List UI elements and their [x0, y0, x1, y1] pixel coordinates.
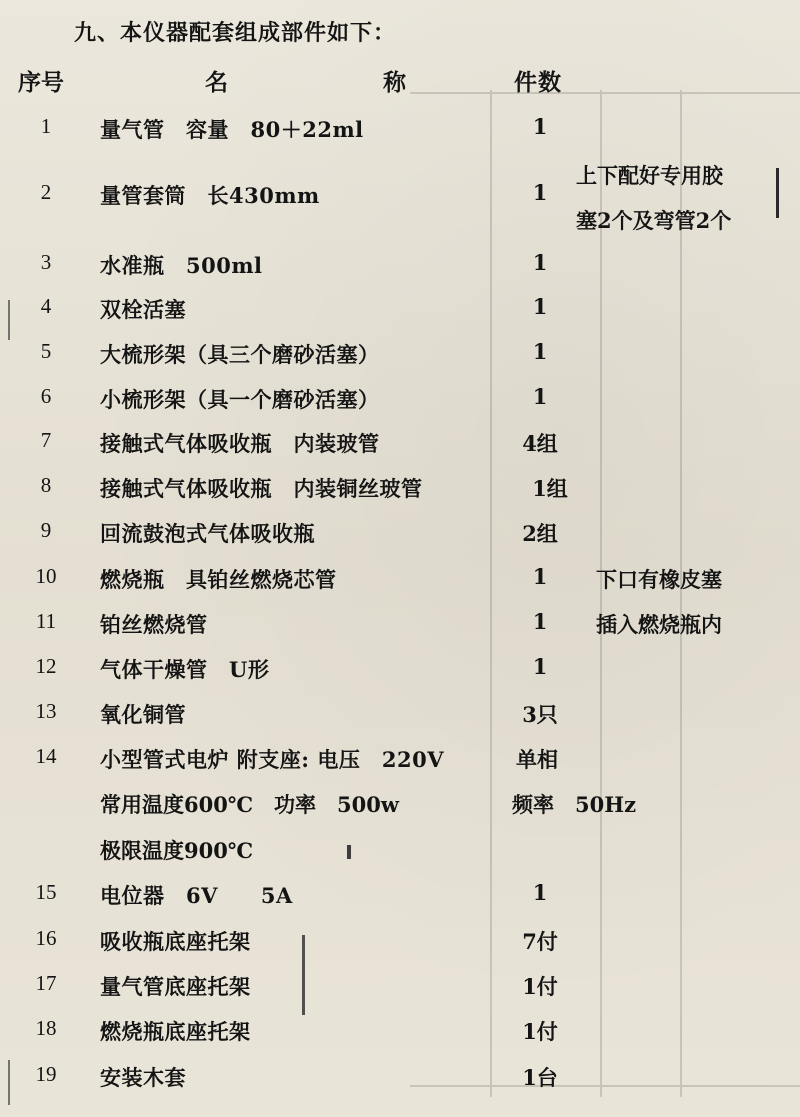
item-qty: 1台: [522, 1065, 558, 1090]
list-item: [0, 1016, 800, 1060]
item-name: 量气管底座托架: [100, 974, 251, 999]
item-name: 燃烧瓶 具铂丝燃烧芯管: [100, 567, 337, 592]
item-seq: 16: [35, 926, 57, 950]
item-qty: 3只: [522, 702, 558, 727]
ink-mark: [776, 168, 779, 218]
item-seq: 14: [35, 744, 57, 768]
item-qty: 4组: [522, 431, 558, 456]
item-qty: 1: [532, 250, 548, 275]
item-name: 量管套筒 长430mm: [100, 183, 320, 208]
list-item: [0, 1062, 800, 1106]
item-qty: 1: [532, 654, 548, 679]
note-item-2-line-2: 塞2个及弯管2个: [576, 208, 732, 233]
list-item: [0, 654, 800, 698]
list-item: [0, 339, 800, 383]
item-qty: 1付: [522, 1019, 558, 1044]
item-seq: 13: [35, 699, 57, 723]
item-name: 小型管式电炉 附支座: 电压 220V: [100, 747, 445, 772]
item-seq: 2: [40, 180, 52, 204]
list-item: [0, 428, 800, 472]
item-seq: 6: [40, 384, 52, 408]
item-name: 回流鼓泡式气体吸收瓶: [100, 521, 315, 546]
list-item: [0, 880, 800, 924]
list-item: [0, 250, 800, 294]
list-item: [0, 473, 800, 517]
item-seq: 12: [35, 654, 57, 678]
item-extra: 单相: [516, 747, 558, 772]
item-name: 电位器 6V 5A: [100, 883, 293, 908]
item-14-frequency: 频率 50Hz: [512, 792, 636, 817]
ink-mark: [347, 845, 351, 859]
list-item: [0, 294, 800, 338]
section-title: 九、本仪器配套组成部件如下：: [74, 20, 397, 46]
item-name: 燃烧瓶底座托架: [100, 1019, 251, 1044]
header-name-2: 称: [383, 69, 406, 96]
item-name: 接触式气体吸收瓶 内装玻管: [100, 431, 380, 456]
item-seq: 10: [35, 564, 57, 588]
item-seq: 9: [40, 518, 52, 542]
item-qty: 1: [532, 339, 548, 364]
item-seq: 4: [40, 294, 52, 318]
item-name: 安装木套: [100, 1065, 186, 1090]
item-name: 双栓活塞: [100, 297, 186, 322]
item-name: 小梳形架（具一个磨砂活塞）: [100, 387, 380, 412]
note-item-11: 插入燃烧瓶内: [596, 612, 722, 637]
item-seq: 5: [40, 339, 52, 363]
header-name-1: 名: [205, 69, 230, 96]
item-qty: 1付: [522, 974, 558, 999]
item-seq: 19: [35, 1062, 57, 1086]
item-seq: 8: [40, 473, 52, 497]
list-item: [0, 744, 800, 788]
item-qty: 1: [532, 384, 548, 409]
item-seq: 3: [40, 250, 52, 274]
header-seq: 序号: [18, 69, 64, 96]
list-item: [0, 384, 800, 428]
item-qty: 1: [532, 294, 548, 319]
item-qty: 7付: [522, 929, 558, 954]
item-14-line-2: 常用温度600℃ 功率 500w: [100, 792, 399, 817]
note-item-10: 下口有橡皮塞: [596, 567, 722, 592]
ink-mark: [8, 300, 10, 340]
item-name: 量气管 容量 80＋22ml: [100, 117, 364, 142]
item-name: 接触式气体吸收瓶 内装铜丝玻管: [100, 476, 423, 501]
item-name: 吸收瓶底座托架: [100, 929, 251, 954]
list-item: [0, 699, 800, 743]
item-14-line-3: 极限温度900℃: [100, 838, 253, 863]
item-qty: 1: [532, 609, 548, 634]
item-qty: 1组: [532, 476, 568, 501]
item-name: 气体干燥管 U形: [100, 657, 270, 682]
list-item: [0, 926, 800, 970]
ink-mark: [302, 935, 305, 1015]
item-qty: 1: [532, 564, 548, 589]
item-name: 氧化铜管: [100, 702, 186, 727]
ink-mark: [8, 1060, 10, 1105]
item-qty: 1: [532, 114, 548, 139]
item-seq: 17: [35, 971, 57, 995]
item-seq: 1: [40, 114, 52, 138]
item-name: 大梳形架（具三个磨砂活塞）: [100, 342, 380, 367]
list-item: [0, 114, 800, 158]
item-name: 水准瓶 500ml: [100, 253, 263, 278]
item-seq: 7: [40, 428, 52, 452]
header-qty: 件数: [514, 69, 562, 96]
item-seq: 11: [35, 609, 57, 633]
item-qty: 1: [532, 880, 548, 905]
list-item: [0, 971, 800, 1015]
list-item: [0, 518, 800, 562]
item-qty: 2组: [522, 521, 558, 546]
item-seq: 18: [35, 1016, 57, 1040]
item-seq: 15: [35, 880, 57, 904]
item-qty: 1: [532, 180, 548, 205]
item-name: 铂丝燃烧管: [100, 612, 208, 637]
note-item-2-line-1: 上下配好专用胶: [576, 163, 723, 188]
